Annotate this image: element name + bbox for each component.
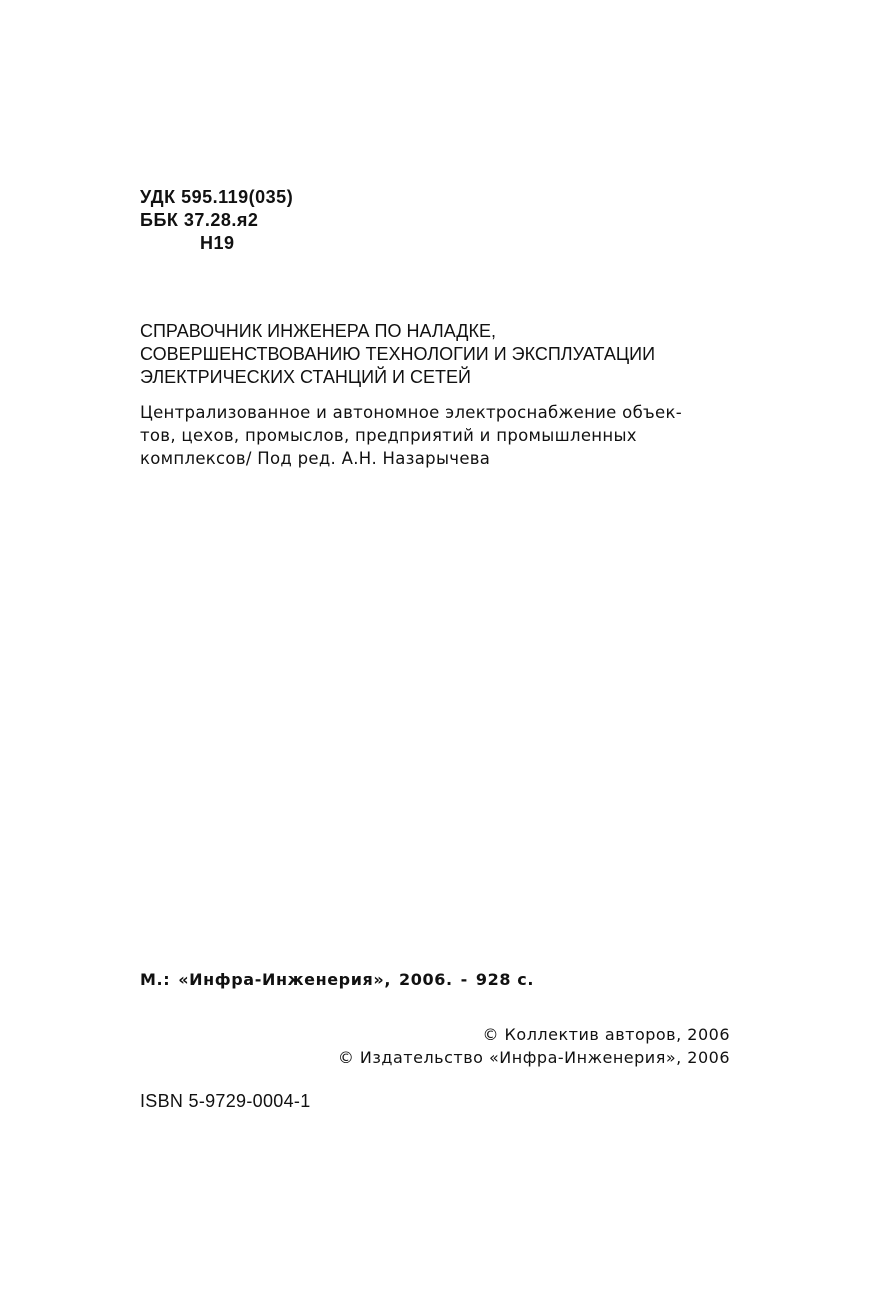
isbn-number: ISBN 5-9729-0004-1 xyxy=(140,1091,311,1111)
subtitle-line-1: Централизованное и автономное электроснабжение объек- xyxy=(140,403,682,422)
copyright-publisher: © Издательство «Инфра-Инженерия», 2006 xyxy=(337,1048,730,1067)
book-subtitle xyxy=(140,401,740,470)
imprint-pages: 928 с. xyxy=(475,970,535,989)
imprint-year: 2006. xyxy=(399,970,453,989)
udc-code: УДК 595.119(035) xyxy=(140,187,294,207)
imprint-city: М.: xyxy=(140,970,171,989)
title-line-2: СОВЕРШЕНСТВОВАНИЮ ТЕХНОЛОГИИ И ЭКСПЛУАТАЦИИ xyxy=(140,344,656,364)
subtitle-line-2: тов, цехов, промыслов, предприятий и промышленных xyxy=(140,426,637,445)
publication-imprint xyxy=(140,969,542,991)
imprint-publisher: «Инфра-Инженерия», xyxy=(178,970,392,989)
subtitle-line-3: комплексов/ Под ред. А.Н. Назарычева xyxy=(140,449,491,468)
copyright-block xyxy=(338,1023,730,1069)
bbk-code: ББК 37.28.я2 xyxy=(140,210,259,230)
copyright-authors: © Коллектив авторов, 2006 xyxy=(482,1025,730,1044)
author-mark: Н19 xyxy=(200,233,235,253)
imprint-dash: - xyxy=(460,970,468,989)
classification-block xyxy=(140,186,293,255)
book-title xyxy=(140,320,740,389)
title-line-3: ЭЛЕКТРИЧЕСКИХ СТАНЦИЙ И СЕТЕЙ xyxy=(140,367,471,387)
title-line-1: СПРАВОЧНИК ИНЖЕНЕРА ПО НАЛАДКЕ, xyxy=(140,321,496,341)
